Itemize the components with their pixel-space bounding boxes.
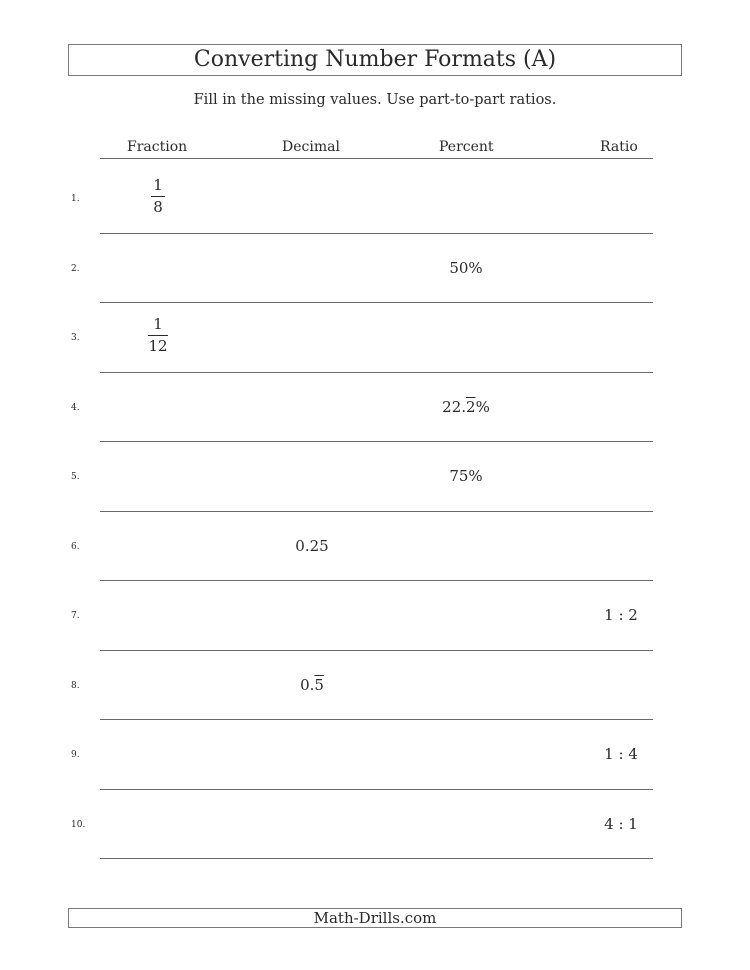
problem-number: 1. [71,194,80,204]
column-header-decimal: Decimal [282,139,340,155]
decimal-cell [272,676,352,694]
percent-cell: 50% [449,258,483,277]
problem-number: 3. [71,333,80,343]
denominator: 8 [153,198,163,216]
problem-row [60,164,653,234]
worksheet-title: Converting Number Formats (A) [68,44,682,76]
ratio-cell: 1 : 4 [604,745,638,763]
problem-number: 10. [71,819,86,830]
problem-row [60,303,653,373]
ratio-cell: 4 : 1 [604,814,638,833]
repeating-digit: 5 [314,675,324,694]
percent-cell [426,398,506,416]
fraction-cell [118,315,198,355]
instructions: Fill in the missing values. Use part-to-part ratios. [193,92,557,108]
percent-cell: 75% [449,467,483,485]
footer-brand: Math-Drills.com [68,908,682,928]
decimal-cell: 0.25 [295,536,329,555]
fraction-bar [151,196,165,197]
denominator: 12 [148,337,168,355]
value-suffix: % [475,397,490,416]
ratio-cell: 1 : 2 [604,606,638,624]
problem-row [60,512,653,582]
problem-number: 4. [71,402,80,413]
fraction-value [148,316,167,355]
problem-row [60,581,653,651]
problem-row [60,373,653,443]
problem-number: 6. [71,541,80,552]
column-header-percent: Percent [439,139,494,155]
problem-row [60,442,653,512]
column-header-row [100,138,653,159]
answer-line [100,858,653,859]
column-header-fraction: Fraction [127,139,188,155]
fraction-bar [148,335,167,336]
value-prefix: 0. [300,675,315,694]
problem-number: 9. [71,750,80,760]
repeating-digit: 2 [466,397,476,416]
problem-number: 2. [71,263,80,274]
problem-row [60,720,653,790]
numerator: 1 [153,176,163,194]
column-header-ratio: Ratio [600,139,638,155]
problem-row [60,651,653,721]
problem-number: 7. [71,611,80,621]
problem-number: 5. [71,472,80,482]
problem-row [60,234,653,304]
fraction-value [151,177,165,216]
problem-number: 8. [71,680,80,691]
value-prefix: 22. [442,397,467,416]
problem-row [60,790,653,860]
fraction-cell [118,176,198,216]
numerator: 1 [153,315,163,333]
